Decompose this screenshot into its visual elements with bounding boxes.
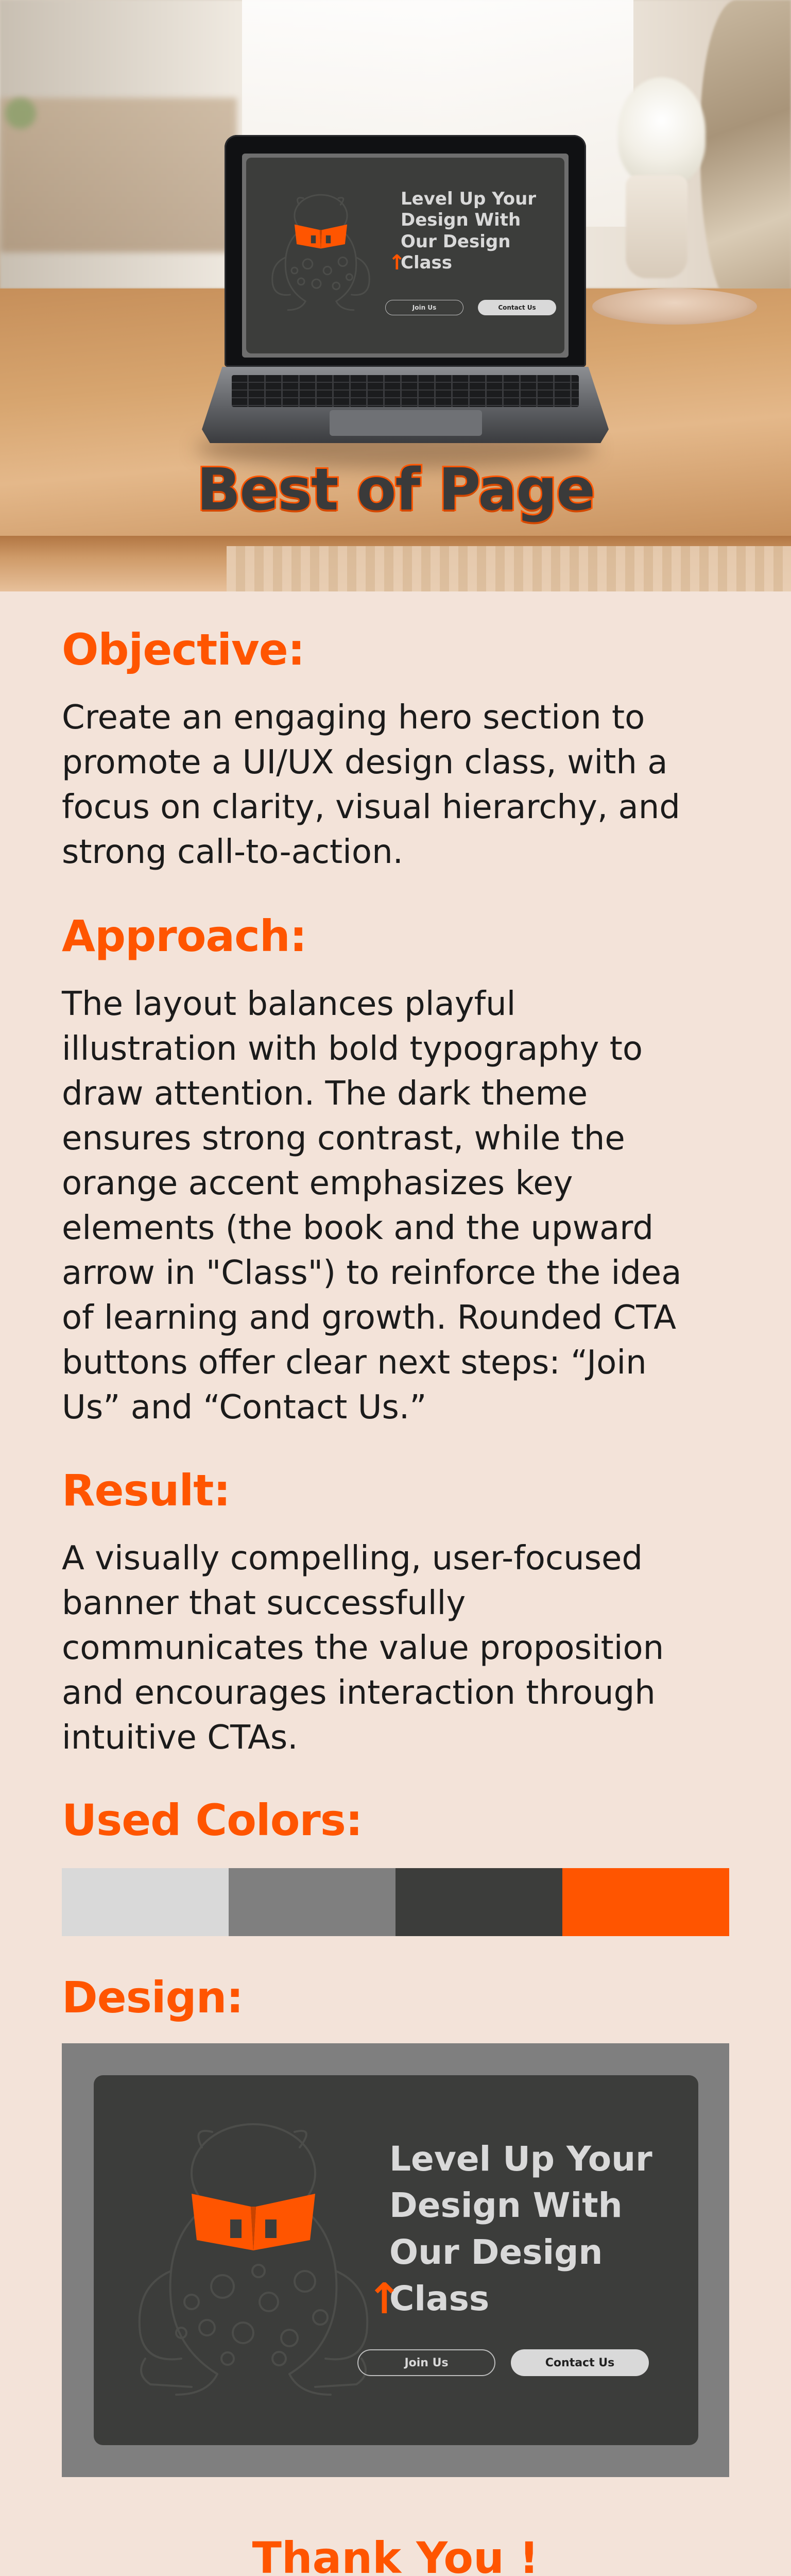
result-text — [62, 1536, 736, 1760]
contact-us-button[interactable]: Contact Us — [478, 300, 556, 315]
headline-line: Our Design — [401, 231, 511, 252]
color-swatches — [62, 1868, 729, 1936]
approach-text — [62, 982, 736, 1430]
headline-word-class: Class — [389, 2279, 490, 2319]
objective-heading: Objective: — [62, 624, 305, 675]
table-front — [227, 546, 791, 591]
objective-text — [62, 696, 736, 875]
laptop-banner-mockup — [246, 158, 564, 353]
text-line: elements (the book and the upward — [62, 1209, 654, 1247]
headline-line: Level Up Your — [389, 2139, 652, 2179]
thank-you-text: Thank You ! — [252, 2533, 539, 2576]
join-us-button[interactable]: Join Us — [385, 300, 463, 315]
text-line: Create an engaging hero section to — [62, 699, 645, 737]
used-colors-heading: Used Colors: — [62, 1795, 363, 1845]
background-dish — [592, 289, 757, 325]
banner-headline — [388, 189, 537, 275]
background-vase — [626, 175, 687, 278]
headline-line: Design With — [389, 2185, 623, 2226]
reading-figure-illustration — [114, 2116, 392, 2405]
background-plant — [5, 98, 36, 129]
text-line: buttons offer clear next steps: “Join — [62, 1344, 647, 1382]
headline-line: Level Up Your — [401, 189, 537, 209]
color-swatch-orange — [562, 1868, 729, 1936]
hero-title: Best of Page — [197, 456, 594, 523]
headline-line: Our Design — [389, 2232, 603, 2272]
design-heading: Design: — [62, 1972, 244, 2023]
contact-us-button[interactable]: Contact Us — [511, 2349, 649, 2376]
text-line: The layout balances playful — [62, 985, 516, 1023]
text-line: banner that successfully — [62, 1584, 466, 1622]
headline-line: Design With — [401, 210, 521, 231]
text-line: arrow in "Class") to reinforce the idea — [62, 1254, 682, 1292]
up-arrow-icon: ↑ — [388, 251, 406, 275]
text-line: strong call-to-action. — [62, 833, 403, 871]
color-swatch-gray — [229, 1868, 396, 1936]
color-swatch-dark-gray — [396, 1868, 562, 1936]
text-line: communicates the value proposition — [62, 1629, 664, 1667]
headline-line — [367, 2275, 652, 2324]
text-line: Us” and “Contact Us.” — [62, 1388, 427, 1427]
text-line: and encourages interaction through — [62, 1674, 656, 1712]
text-line: of learning and growth. Rounded CTA — [62, 1299, 677, 1337]
text-line: focus on clarity, visual hierarchy, and — [62, 788, 680, 826]
text-line: intuitive CTAs. — [62, 1719, 298, 1757]
text-line: orange accent emphasizes key — [62, 1164, 573, 1202]
background-shelf — [0, 98, 237, 252]
background-driftwood — [700, 0, 791, 319]
join-us-button[interactable]: Join Us — [357, 2349, 495, 2376]
text-line: illustration with bold typography to — [62, 1030, 643, 1068]
text-line: A visually compelling, user-focused — [62, 1539, 643, 1578]
text-line: promote a UI/UX design class, with a — [62, 743, 668, 782]
banner-headline — [367, 2136, 652, 2324]
text-line: draw attention. The dark theme — [62, 1075, 588, 1113]
design-banner — [94, 2075, 698, 2445]
approach-heading: Approach: — [62, 911, 307, 961]
headline-word-class: Class — [401, 252, 453, 274]
laptop-trackpad — [330, 410, 482, 436]
color-swatch-light-gray — [62, 1868, 229, 1936]
background-flowers — [618, 77, 706, 185]
headline-line — [388, 251, 536, 275]
up-arrow-icon: ↑ — [367, 2275, 402, 2324]
text-line: ensures strong contrast, while the — [62, 1120, 625, 1158]
laptop-keyboard — [232, 375, 579, 407]
result-heading: Result: — [62, 1465, 230, 1516]
reading-figure-illustration — [262, 178, 380, 328]
